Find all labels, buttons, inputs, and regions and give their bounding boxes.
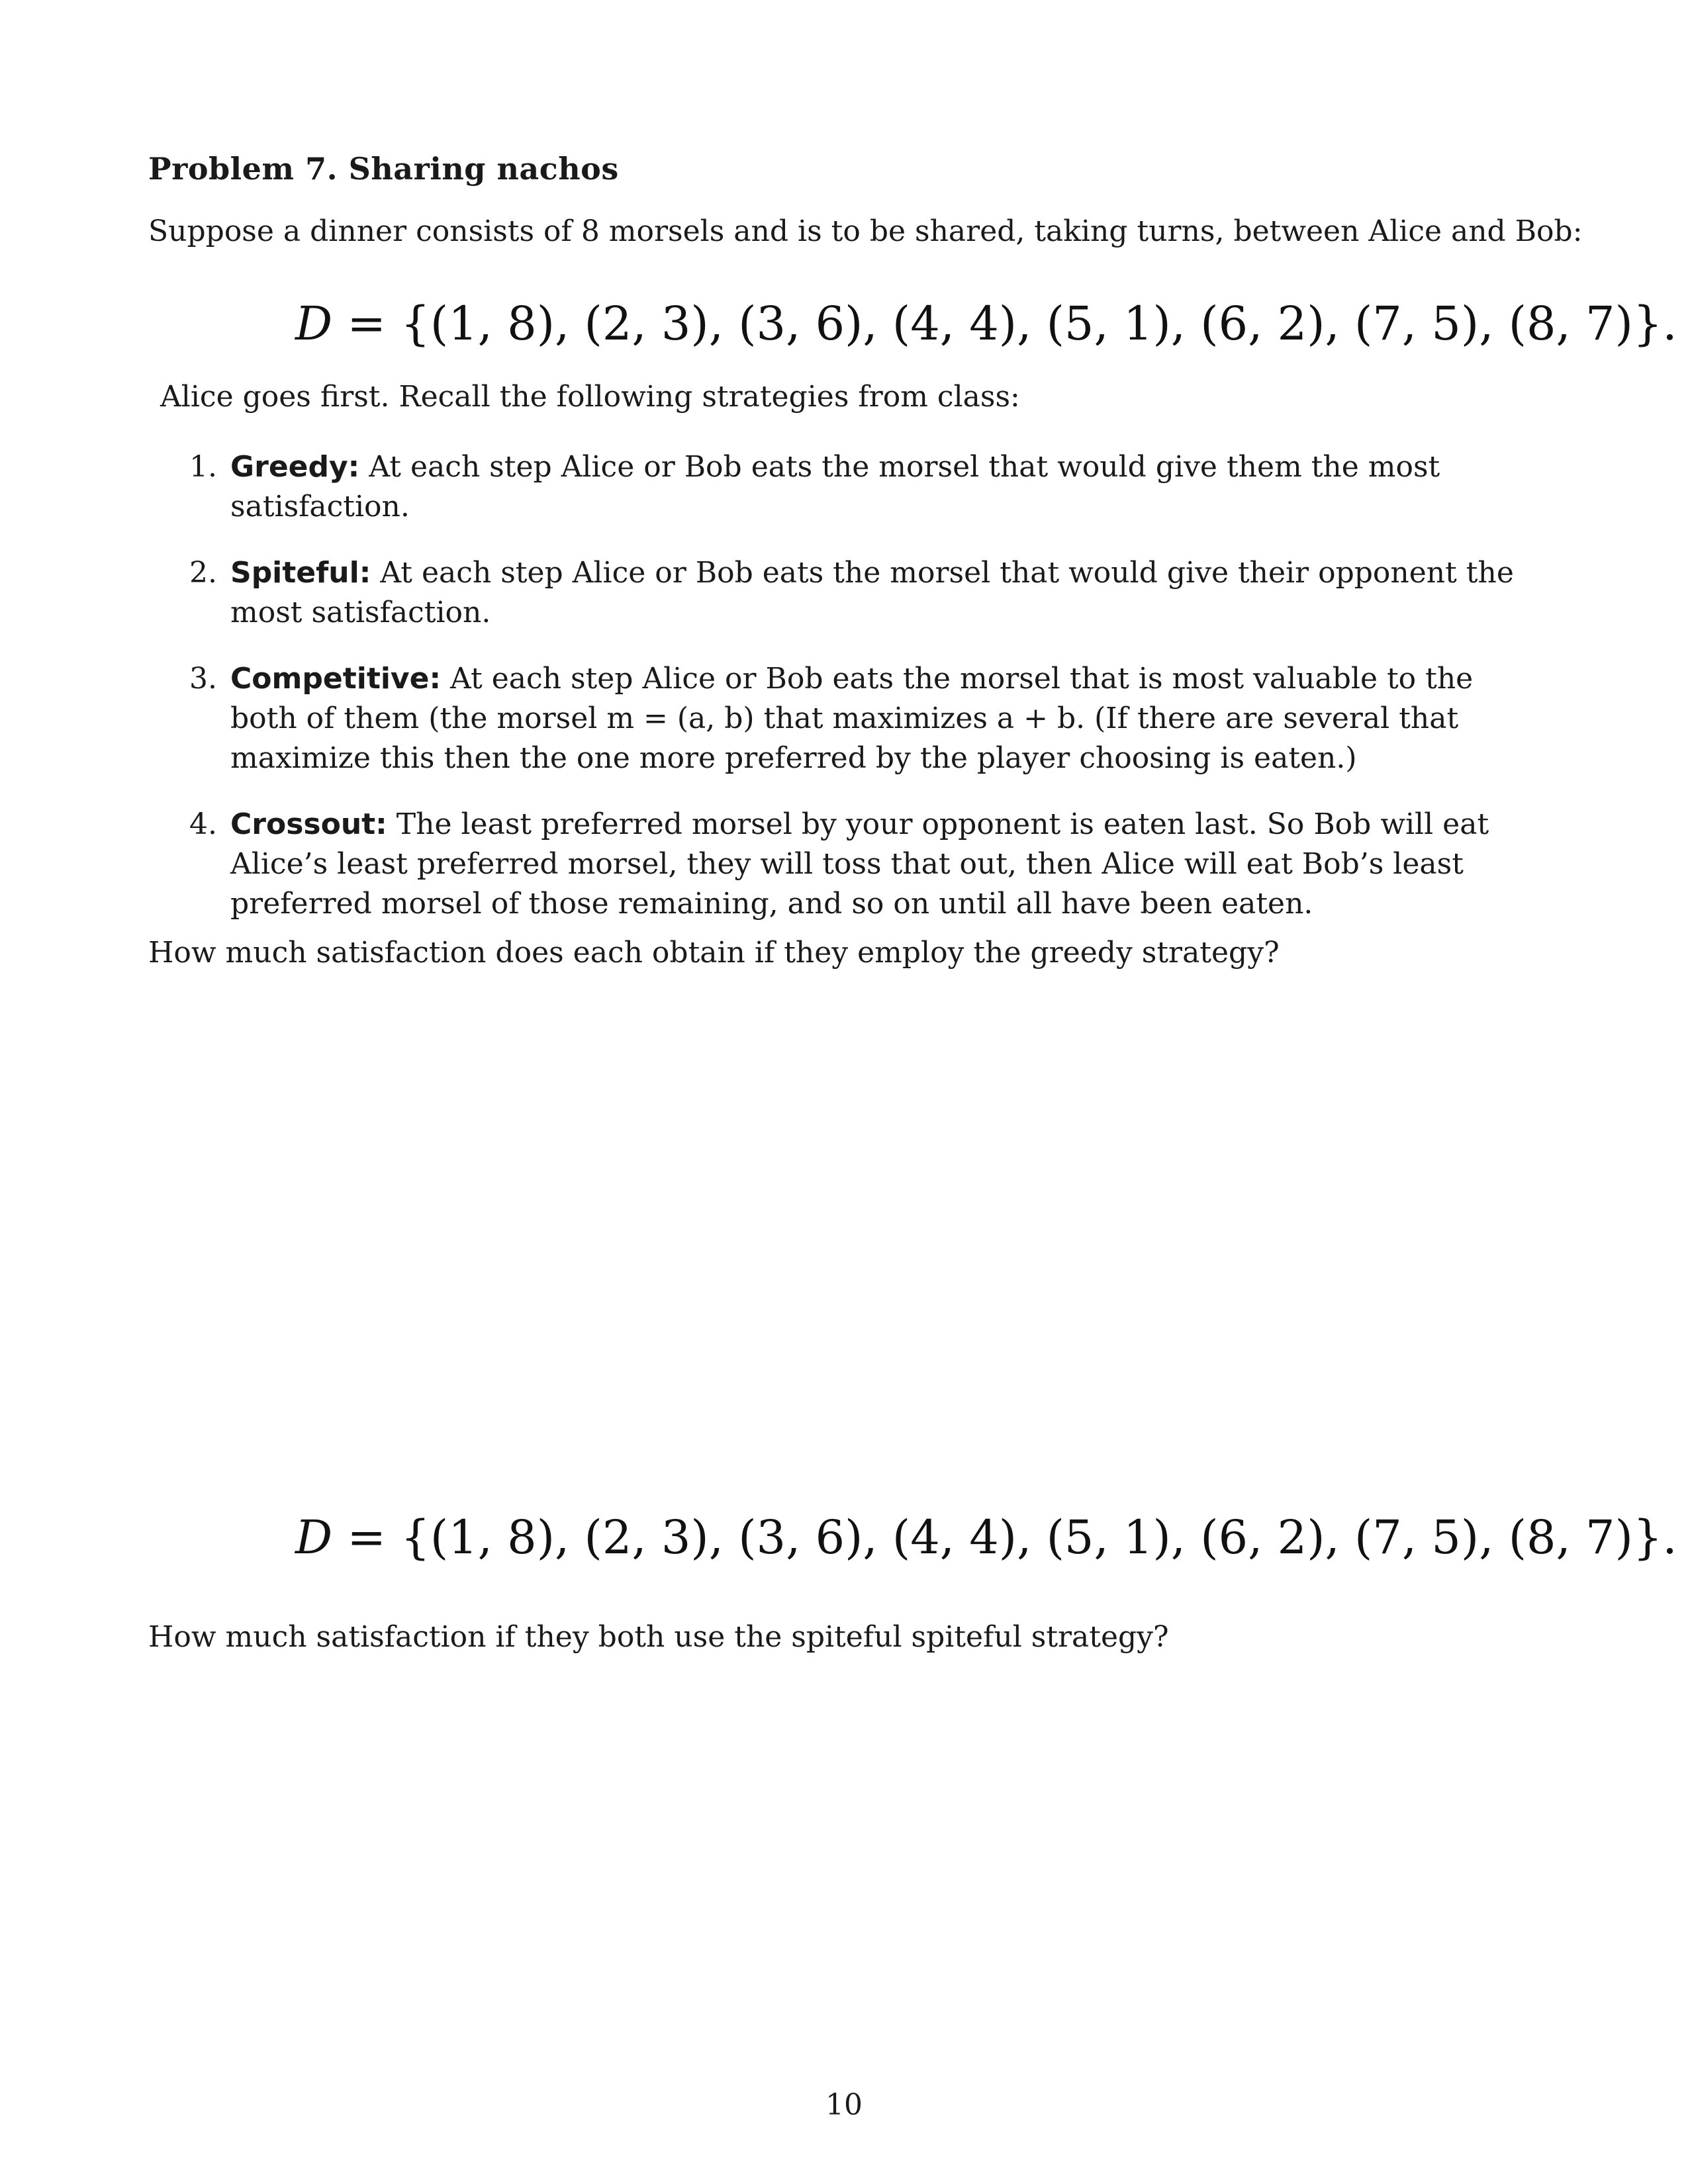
equation-set: = {(1, 8), (2, 3), (3, 6), (4, 4), (5, 1), (6, 2), (7, 5), (8, 7)}.: [347, 1510, 1677, 1565]
equation-variable: D: [295, 1510, 333, 1565]
equation-set: = {(1, 8), (2, 3), (3, 6), (4, 4), (5, 1), (6, 2), (7, 5), (8, 7)}.: [347, 296, 1677, 351]
equation-variable: D: [295, 296, 333, 351]
morsel-set-equation: [295, 296, 1677, 351]
strategy-name: Greedy:: [230, 450, 360, 484]
question-greedy: How much satisfaction does each obtain if they employ the greedy strategy?: [148, 936, 1280, 970]
page-number: 10: [825, 2088, 863, 2122]
strategy-name: Spiteful:: [230, 556, 371, 590]
strategy-item-spiteful: [183, 553, 1546, 633]
strategy-list: [183, 447, 1546, 950]
strategy-number: 1.: [189, 450, 217, 484]
alice-goes-first-text: Alice goes first. Recall the following strategies from class:: [160, 380, 1020, 414]
intro-paragraph: Suppose a dinner consists of 8 morsels and is to be shared, taking turns, between Alice and Bob:: [148, 214, 1583, 248]
strategy-number: 3.: [189, 662, 217, 696]
strategy-item-crossout: [183, 805, 1546, 924]
problem-title: Problem 7. Sharing nachos: [148, 151, 619, 187]
strategy-item-greedy: [183, 447, 1546, 527]
question-spiteful: How much satisfaction if they both use the spiteful spiteful strategy?: [148, 1620, 1169, 1654]
strategy-name: Crossout:: [230, 807, 387, 841]
morsel-set-equation-repeat: [295, 1510, 1677, 1565]
strategy-number: 2.: [189, 556, 217, 590]
strategy-number: 4.: [189, 807, 217, 841]
strategy-description: The least preferred morsel by your opponent is eaten last. So Bob will eat Alice’s least preferred morsel, they will toss that out, then Alice will eat Bob’s least preferred morsel of those remaining, and so on until all have been eaten.: [230, 807, 1489, 921]
strategy-description: At each step Alice or Bob eats the morsel that would give their opponent the most satisfaction.: [230, 556, 1514, 629]
strategy-description: At each step Alice or Bob eats the morsel that would give them the most satisfaction.: [230, 450, 1440, 523]
strategy-item-competitive: [183, 659, 1546, 778]
strategy-name: Competitive:: [230, 662, 442, 696]
strategy-description: At each step Alice or Bob eats the morsel that is most valuable to the both of them (the morsel m = (a, b) that maximizes a + b. (If there are several that maximize this then the one more preferred by the player choosing is eaten.): [230, 662, 1474, 775]
